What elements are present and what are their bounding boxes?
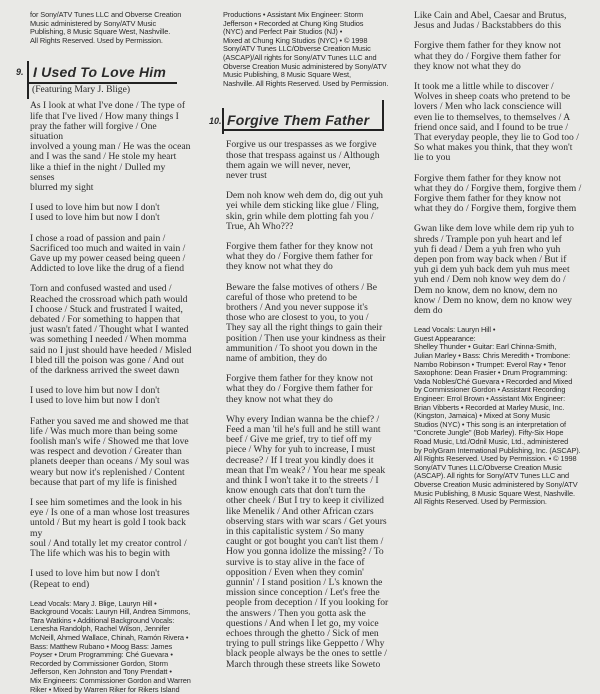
lyrics-verse: Dem noh know weh dem do, dig out yuh yei while dem sticking like glue / Fling, skin, grin while dem plotting fah you / True, Ah Who??? xyxy=(226,190,383,232)
heading-rule xyxy=(27,82,177,84)
lyrics-body xyxy=(30,101,192,589)
lyrics-verse: Forgive them father for they know not what they do / Forgive them father for they know not what they do xyxy=(226,240,373,273)
column-middle xyxy=(199,0,392,680)
previous-song-credits: for Sony/ATV Tunes LLC and Obverse Creation Music administered by Sony/ATV Music Publishing, 8 Music Square West, Nashville. All Rights Reserved. Used by Permission. xyxy=(30,10,182,45)
song-credits: Lead Vocals: Lauryn Hill • Guest Appearance: Shelley Thunder • Guitar: Earl Chinna-Smith, Julian Marley • Bass: Chris Meredith • Trombone: Nambo Robinson • Trumpet: Everol Ray • Tenor Saxophone: Dean Frasier • Drum Programming: Vada Nobles/Ché Guevara • Recorded and Mixed by Commissioner Gordon • Assistant Recording Engineer: Errol Brown • Assistant Mix Engineer: Brian Vibberts • Recorded at Marley Music, Inc. (Kingston, Jamaica) • Mixed at Sony Music Studios (NYC) • This song is an interpretation of "Concrete Jungle" (Bob Marley). Fifty-Six Hope Road Music, Ltd./Odnil Music, Ltd., administered by PolyGram International Publishing, Inc. (ASCAP). All Rights Reserved. Used by Permission. • © 1998 Sony/ATV Tunes LLC/Obverse Creation Music (ASCAP). All rights for Sony/ATV Tunes LLC and Obverse Creation Music administered by Sony/ATV Music Publishing, 8 Music Square West, Nashville. All Rights Reserved. Used by Permission. xyxy=(414,325,581,507)
song-credits: Lead Vocals: Mary J. Blige, Lauryn Hill • Background Vocals: Lauryn Hill, Andrea Simmons, Tara Watkins • Additional Background Vocals: Lenesha Randolph, Rachel Wilson, Jennifer McNeill, Ahmed Wallace, Chinah, Ramón Rivera • Bass: Matthew Rubano • Moog Bass: James Poyser • Drum Programming: Ché Guevara • Recorded by Commissioner Gordon, Storm Jefferson, Ken Johnston and Tony Prendatt • Mix Engineers: Commissioner Gordon and Warren Riker • Mixed by Warren Riker for Rikers Island xyxy=(30,598,191,694)
song-number: 10. xyxy=(209,116,222,127)
lyrics-body xyxy=(414,11,598,316)
heading-rule xyxy=(222,129,384,131)
lyrics-verse: As I look at what I've done / The type of life that I've lived / How many things I pray the father will forgive / One situation involved a young man / He was the ocean and I was the sand / He stole my heart like a thief in the night / Dulled my senses blurred my sight xyxy=(30,100,191,193)
column-right xyxy=(410,0,600,507)
lyrics-verse: Forgive them father for they know not what they do / Forgive them father for they know not what they do xyxy=(414,40,561,72)
lyrics-verse: Why every Indian wanna be the chief? / Feed a man 'til he's full and he still want beef / Give me grief, try to tief off my piece / Why for yuh to increase, I must decrease? / If I treat you kindly does it mean that I'm weak? / You hear me speak and think I won't take it to the streets / I know enough cats that don't turn the other cheek / But I try to keep it civilized like Menelik / And other African czars observing stars with war scars / Get yours in this capitalistic system / So many caught or got bought you can't list them / How you gonna idolize the missing? / To survive is to stay alive in the face of opposition / Even when they comin' gunnin' / I stand position / L's known the mission since conception / Let's free the people from deception / If you looking for the answers / Then you gotta ask the questions / And when I let go, my voice echoes through the ghetto / Sick of men trying to pull strings like Geppetto / Why black people always be the ones to settle / March through these streets like Soweto xyxy=(226,413,389,670)
lyrics-verse: Forgive them father for they know not what they do / Forgive them, forgive them / Forgive them father for they know not what they do / Forgive them, forgive them xyxy=(414,172,582,215)
lyrics-verse: Beware the false motives of others / Be careful of those who pretend to be brothers / And you never suppose it's those who are closest to you, to you / They say all the right things to gain their position / Then use your kindness as their ammunition / To shoot you down in the name of ambition, they do xyxy=(226,281,386,364)
lyrics-verse: I chose a road of passion and pain / Sacrificed too much and waited in vain / Gave up my power ceased being queen / Addicted to love like the drug of a fiend xyxy=(30,232,186,275)
song-number: 9. xyxy=(16,67,24,78)
column-left xyxy=(0,0,192,694)
lyrics-verse: It took me a little while to discover / Wolves in sheep coats who pretend to be lovers / Men who lack conscience will even lie to themselves, to themselves / A friend once said, and I found to be true / That everyday people, they lie to God too / So what makes you think, that they won't lie to you xyxy=(414,81,579,164)
featuring-credit: (Featuring Mary J. Blige) xyxy=(32,84,131,96)
lyrics-verse: I see him sometimes and the look in his eye / Is one of a man whose lost treasures untold / But my heart is gold I took back my soul / And totally let my creator control / The life which was his to begin with xyxy=(30,497,190,560)
song-title: I Used To Love Him xyxy=(33,64,166,81)
lyrics-body xyxy=(226,140,396,670)
song-heading-10 xyxy=(199,100,392,130)
lyrics-verse: Forgive us our trespasses as we forgive those that trespass against us / Although them again we will never, never, never trust xyxy=(226,139,380,181)
lyrics-verse: Gwan like dem love while dem rip yuh to shreds / Trample pon yuh heart and lef yuh fi dead / Dem a yuh fren who yuh depen pon from way back when / But if yuh gi dem yuh back dem yuh mus meet yuh end / Dem noh know wey dem do / Dem no know, dem no know, dem no know / Dem no know, dem no know wey dem do xyxy=(414,223,574,317)
song-title: Forgive Them Father xyxy=(227,112,370,129)
lyrics-verse: Torn and confused wasted and used / Reached the crossroad which path would I choose / Stuck and frustrated I waited, debated / For something to happen that just wasn't fated / Thought what I wanted was something I needed / When momma said no I just should have heeded / Misled I bled till the poison was gone / And out of the darkness arrived the sweet dawn xyxy=(30,283,192,377)
song-heading-9 xyxy=(0,61,187,83)
lyrics-verse: Like Cain and Abel, Caesar and Brutus, Jesus and Judas / Backstabbers do this xyxy=(414,10,567,32)
lyrics-verse: Forgive them father for they know not what they do / Forgive them father for they know not what they do xyxy=(226,373,373,405)
lyrics-verse: I used to love him but now I don't I used to love him but now I don't xyxy=(30,385,160,407)
lyrics-verse: I used to love him but now I don't I used to love him but now I don't xyxy=(30,202,160,224)
heading-rule xyxy=(382,100,384,130)
heading-rule xyxy=(27,61,29,99)
lyrics-verse: Father you saved me and showed me that life / Was much more than being some foolish man's wife / Showed me that love was respect and devotion / Greater than planets deeper than oceans / My soul was weary but now it's replenished / Content because that part of my life is finished xyxy=(30,415,190,488)
lyrics-verse: I used to love him but now I don't (Repeat to end) xyxy=(30,568,160,590)
song-credits-continued: Productions • Assistant Mix Engineer: Storm Jefferson • Recorded at Chung King Studios (NYC) and Perfect Pair Studios (NJ) • Mixed at Chung King Studios (NYC) • © 1998 Sony/ATV Tunes LLC/Obverse Creation Music (ASCAP)/All rights for Sony/ATV Tunes LLC and Obverse Creation Music administered by Sony/ATV Music Publishing, 8 Music Square West, Nashville. All Rights Reserved. Used by Permission. xyxy=(223,10,389,88)
